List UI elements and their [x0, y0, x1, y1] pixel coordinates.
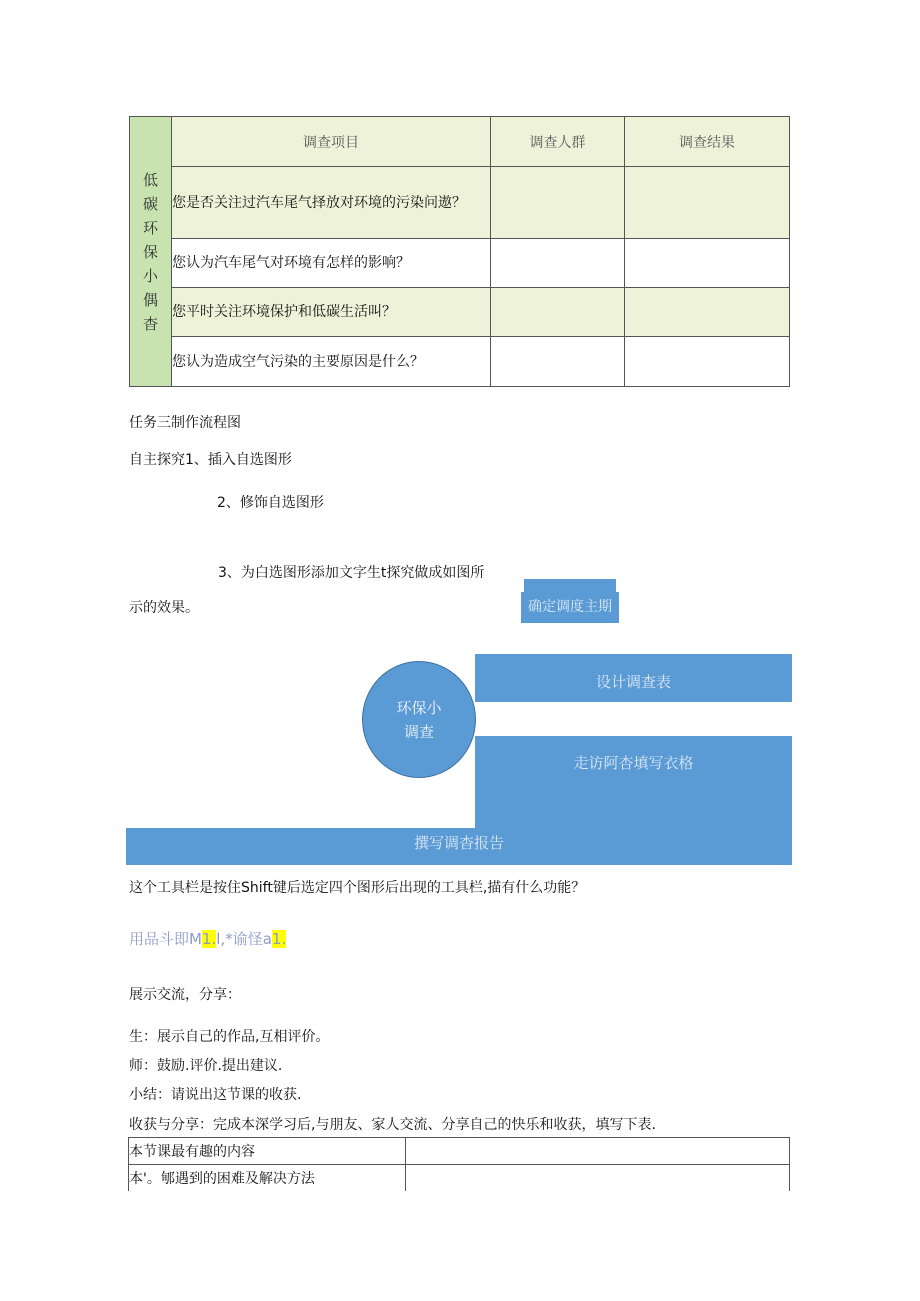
toolbar-answer-text: 用品斗即M	[129, 930, 202, 948]
harvest-row-label: 本'。郇遇到的困难及解决方法	[129, 1165, 406, 1192]
survey-question: 您是否关注过汽车尾气择放对环境的污染问遨？	[172, 167, 491, 239]
harvest-row-value[interactable]	[406, 1165, 790, 1192]
survey-cell	[625, 337, 790, 387]
header-result: 调查结果	[625, 117, 790, 167]
highlight-mark: 1.	[271, 930, 287, 948]
student-line: 生：展示自己的作品,互相评价。	[129, 1029, 330, 1045]
flow-box-visit: 走访阿杏填写衣格	[475, 736, 792, 830]
header-item: 调查项目	[172, 117, 491, 167]
flow-circle-survey: 环保小调查	[362, 661, 476, 778]
survey-cell	[491, 288, 625, 337]
harvest-line: 收获与分享：完成本深学习后,与朋友、家人交流、分享自己的快乐和收获，填写下表.	[129, 1117, 656, 1133]
survey-cell	[625, 288, 790, 337]
survey-cell	[491, 337, 625, 387]
harvest-row-value[interactable]	[406, 1138, 790, 1165]
survey-side-label: 低碳环保小偶杳	[130, 117, 172, 387]
flow-box-design: 设计调查表	[475, 654, 792, 702]
toolbar-answer-text: l,*谕怪a	[216, 930, 272, 948]
explore-step-3-cont: 示的效果。	[129, 600, 199, 616]
harvest-row-label: 本节课最有趣的内容	[129, 1138, 406, 1165]
show-share: 展示交流，分享：	[129, 987, 241, 1003]
harvest-table	[128, 1137, 790, 1191]
explore-step-1: 自主探究1、插入自选图形	[129, 452, 292, 468]
toolbar-question: 这个工具栏是按住Shift键后选定四个图形后出现的工具栏,描有什么功能？	[129, 880, 586, 896]
survey-cell	[625, 239, 790, 288]
flow-top-tab	[524, 579, 616, 593]
survey-table	[129, 116, 790, 387]
flow-box-topic: 确定调度主期	[521, 592, 619, 623]
survey-question: 您认为造成空气污染的主要原因是什么？	[172, 337, 491, 387]
flow-box-report: 撰写调杳报告	[126, 828, 792, 865]
survey-question: 您平时关注环境保护和低碳生活叫？	[172, 288, 491, 337]
survey-cell	[491, 167, 625, 239]
highlight-mark: 1.	[201, 930, 217, 948]
toolbar-answer	[129, 928, 286, 949]
explore-step-2: 2、修饰自选图形	[217, 495, 324, 511]
summary-line: 小结：请说出这节课的收获.	[129, 1087, 302, 1103]
survey-cell	[625, 167, 790, 239]
header-group: 调查人群	[491, 117, 625, 167]
task-heading: 任务三制作流程图	[129, 415, 241, 431]
explore-step-3: 3、为白选图形添加文字生t探究做成如图所	[218, 565, 485, 581]
survey-cell	[491, 239, 625, 288]
teacher-line: 师：鼓励.评价.提出建议.	[129, 1058, 283, 1074]
survey-question: 您认为汽车尾气对环境有怎样的影响？	[172, 239, 491, 288]
